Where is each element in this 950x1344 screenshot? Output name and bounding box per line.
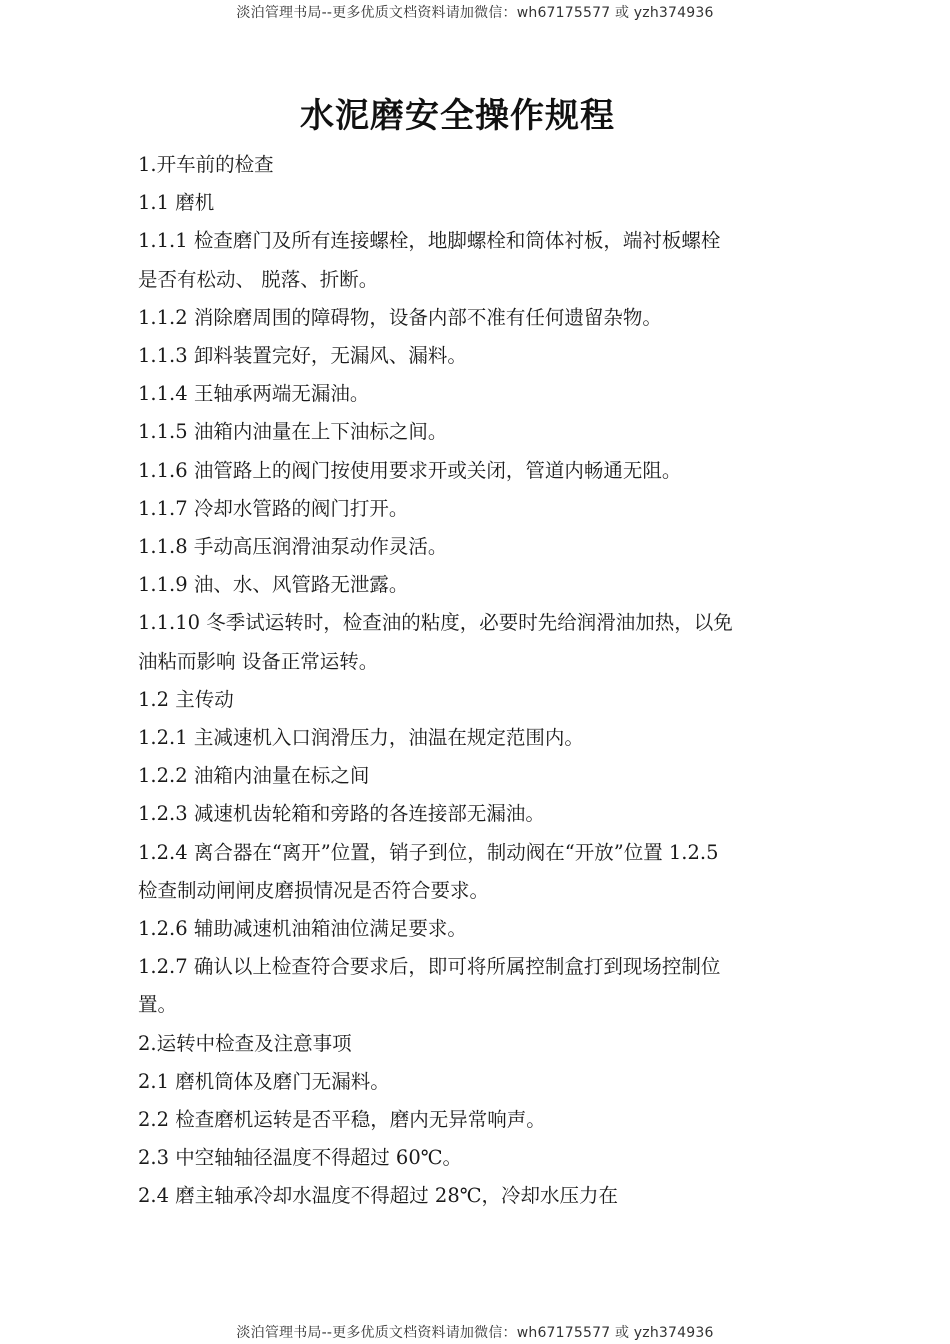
paragraph: 1.2.3 减速机齿轮箱和旁路的各连接部无漏油。 [138, 802, 545, 826]
paragraph: 1.2.7 确认以上检查符合要求后，即可将所属控制盒打到现场控制位置。 [138, 955, 721, 1017]
footer-banner: 淡泊管理书局--更多优质文档资料请加微信：wh67175577 或 yzh374936 [236, 1325, 714, 1341]
paragraph: 1.开车前的检查 [138, 153, 274, 176]
paragraph: 1.1.7 冷却水管路的阀门打开。 [138, 496, 409, 520]
paragraph: 1.1.1 检查磨门及所有连接螺栓，地脚螺栓和筒体衬板，端衬板螺栓是否有松动、 脱落、折断。 [138, 229, 721, 291]
paragraph: 1.2 主传动 [138, 687, 234, 711]
paragraph: 1.2.2 油箱内油量在标之间 [138, 764, 370, 788]
paragraph: 1.1.3 卸料装置完好，无漏风、漏料。 [138, 344, 467, 368]
paragraph: 1.1.2 消除磨周围的障碍物，设备内部不准有任何遗留杂物。 [138, 305, 662, 329]
paragraph: 2.运转中检查及注意事项 [138, 1031, 352, 1055]
paragraph: 1.1.6 油管路上的阀门按使用要求开或关闭，管道内畅通无阻。 [138, 458, 682, 482]
paragraph: 1.2.6 辅助减速机油箱油位满足要求。 [138, 917, 467, 941]
paragraph: 2.3 中空轴轴径温度不得超过 60℃。 [138, 1146, 463, 1170]
paragraph: 1.1.10 冬季试运转时，检查油的粘度，必要时先给润滑油加热，以免油粘而影响 设备正常运转。 [138, 611, 733, 673]
paragraph: 2.2 检查磨机运转是否平稳，磨内无异常响声。 [138, 1108, 546, 1132]
document-body [138, 146, 738, 1216]
paragraph: 1.1.4 王轴承两端无漏油。 [138, 382, 370, 406]
paragraph: 1.1.5 油箱内油量在上下油标之间。 [138, 420, 448, 444]
paragraph: 2.4 磨主轴承冷却水温度不得超过 28℃，冷却水压力在 [138, 1184, 619, 1208]
header-banner: 淡泊管理书局--更多优质文档资料请加微信：wh67175577 或 yzh374936 [236, 5, 714, 21]
paragraph: 1.1.9 油、水、风管路无泄露。 [138, 573, 409, 597]
paragraph: 1.2.1 主减速机入口润滑压力，油温在规定范围内。 [138, 726, 584, 750]
paragraph: 1.1.8 手动高压润滑油泵动作灵活。 [138, 535, 448, 559]
document-title: 水泥磨安全操作规程 [300, 96, 615, 136]
paragraph: 2.1 磨机筒体及磨门无漏料。 [138, 1069, 390, 1093]
paragraph: 1.2.4 离合器在“离开”位置，销子到位，制动阀在“开放”位置 1.2.5 检查制动闸闸皮磨损情况是否符合要求。 [138, 840, 719, 902]
paragraph: 1.1 磨机 [138, 191, 215, 215]
